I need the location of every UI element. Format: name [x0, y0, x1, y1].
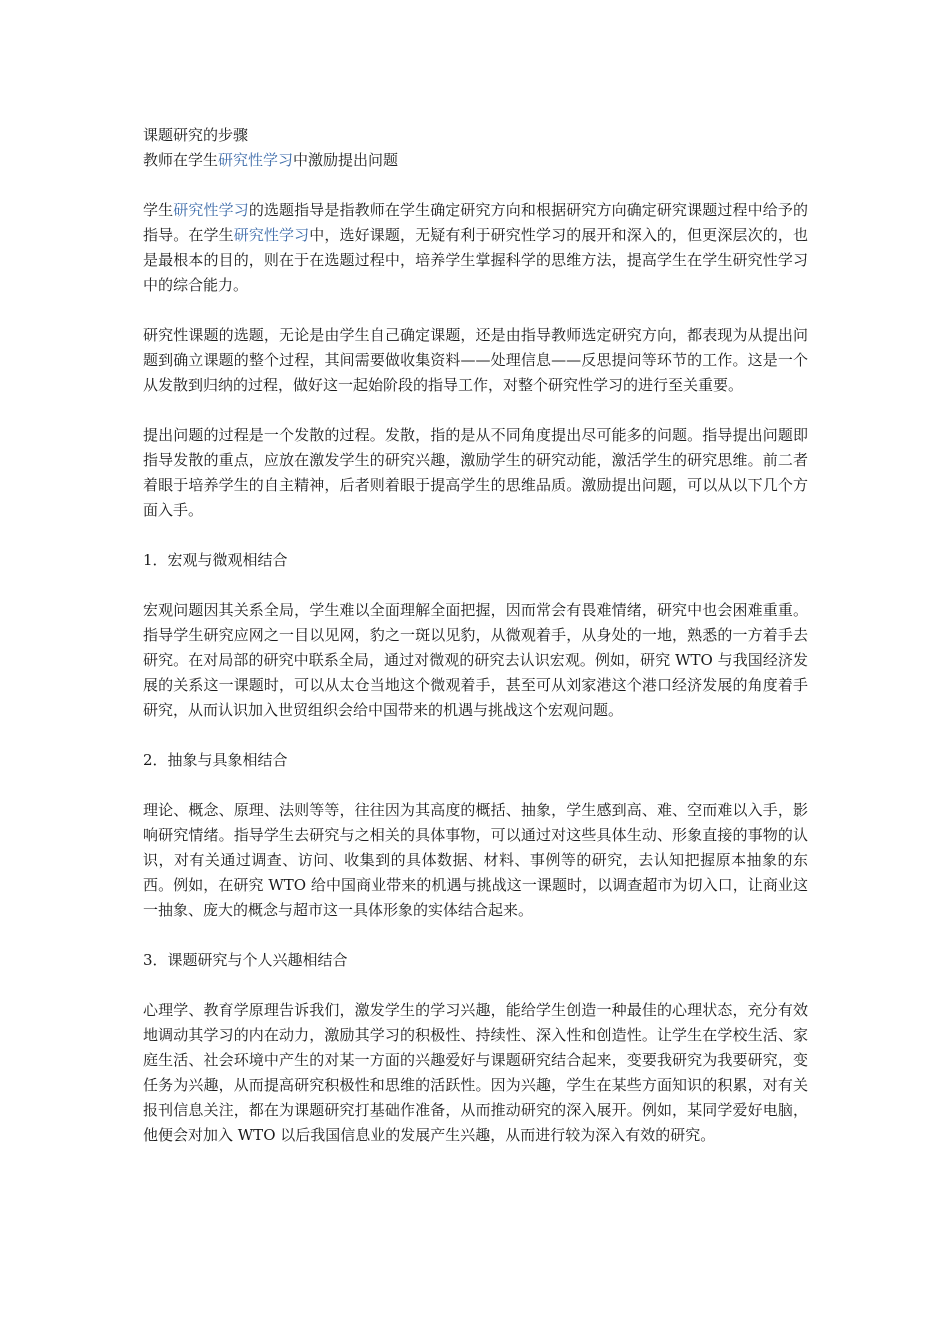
paragraph-intro-link2[interactable]: 研究性学习: [233, 226, 310, 244]
document-subtitle: [143, 148, 808, 173]
paragraph-intro-part3: 中，选好课题，无疑有利于研究性学习的展开和深入的，但更深层次的，也是最根本的目的，则在于在选题过程中，培养学生掌握科学的思维方法，提高学生在学生研究性学习中的综合能力。: [143, 226, 808, 294]
paragraph-intro-link1[interactable]: 研究性学习: [173, 201, 249, 219]
paragraph-divergence: 提出问题的过程是一个发散的过程。发散，指的是从不同角度提出尽可能多的问题。指导提出问题即指导发散的重点，应放在激发学生的研究兴趣，激励学生的研究动能，激活学生的研究思维。前二者着眼于培养学生的自主精神，后者则着眼于提高学生的思维品质。激励提出问题，可以从以下几个方面入手。: [143, 426, 808, 519]
section-body-2: 理论、概念、原理、法则等等，往往因为其高度的概括、抽象，学生感到高、难、空而难以入手，影响研究情绪。指导学生去研究与之相关的具体事物，可以通过对这些具体生动、形象直接的事物的认识，对有关通过调查、访问、收集到的具体数据、材料、事例等的研究，去认知把握原本抽象的东西。例如，在研究 WTO 给中国商业带来的机遇与挑战这一课题时，以调查超市为切入口，让商业这一抽象、庞大的概念与超市这一具体形象的实体结合起来。: [143, 801, 808, 919]
subtitle-prefix: 教师在学生: [143, 151, 219, 169]
paragraph-intro-part2: 的选题指导是指教师在学生确定研究方向和根据研究方向确定研究课题过程中给予的指导。在学生: [143, 201, 808, 244]
document-title: 课题研究的步骤: [143, 126, 249, 144]
paragraph-topic-selection: 研究性课题的选题，无论是由学生自己确定课题，还是由指导教师选定研究方向，都表现为从提出问题到确立课题的整个过程，其间需要做收集资料——处理信息——反思提问等环节的工作。这是一个从发散到归纳的过程，做好这一起始阶段的指导工作，对整个研究性学习的进行至关重要。: [143, 326, 808, 394]
section-heading-2: 2．抽象与具象相结合: [143, 751, 288, 769]
subtitle-link[interactable]: 研究性学习: [218, 151, 294, 169]
section-body-3: 心理学、教育学原理告诉我们，激发学生的学习兴趣，能给学生创造一种最佳的心理状态，充分有效地调动其学习的内在动力，激励其学习的积极性、持续性、深入性和创造性。让学生在学校生活、家庭生活、社会环境中产生的对某一方面的兴趣爱好与课题研究结合起来，变要我研究为我要研究，变任务为兴趣，从而提高研究积极性和思维的活跃性。因为兴趣，学生在某些方面知识的积累，对有关报刊信息关注，都在为课题研究打基础作准备，从而推动研究的深入展开。例如，某同学爱好电脑，他便会对加入 WTO 以后我国信息业的发展产生兴趣，从而进行较为深入有效的研究。: [143, 1001, 808, 1144]
section-heading-1: 1．宏观与微观相结合: [143, 551, 288, 569]
document-body: [143, 123, 808, 1148]
subtitle-suffix: 中激励提出问题: [293, 151, 399, 169]
section-heading-3: 3．课题研究与个人兴趣相结合: [143, 951, 348, 969]
paragraph-intro: [143, 198, 808, 298]
section-body-1: 宏观问题因其关系全局，学生难以全面理解全面把握，因而常会有畏难情绪，研究中也会困难重重。指导学生研究应网之一目以见网，豹之一斑以见豹，从微观着手，从身处的一地，熟悉的一方着手去研究。在对局部的研究中联系全局，通过对微观的研究去认识宏观。例如，研究 WTO 与我国经济发展的关系这一课题时，可以从太仓当地这个微观着手，甚至可从刘家港这个港口经济发展的角度着手研究，从而认识加入世贸组织会给中国带来的机遇与挑战这个宏观问题。: [143, 601, 808, 719]
paragraph-intro-part1: 学生: [143, 201, 174, 219]
